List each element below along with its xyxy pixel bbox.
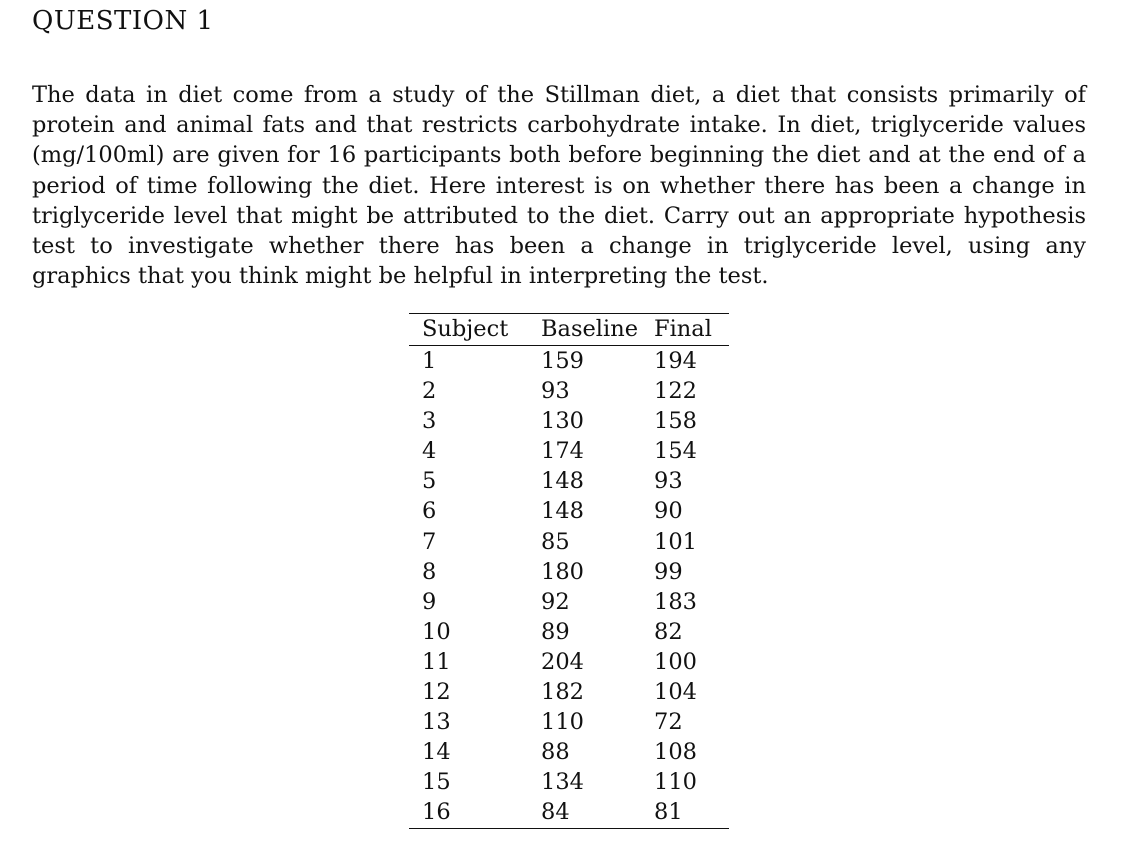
cell-baseline: 182: [541, 679, 584, 706]
cell-final: 104: [654, 679, 697, 706]
cell-baseline: 93: [541, 378, 570, 405]
cell-subject: 13: [422, 709, 451, 736]
cell-baseline: 92: [541, 588, 570, 615]
cell-final: 101: [654, 528, 697, 555]
table-row: [409, 587, 729, 617]
table-header-row: [409, 314, 729, 346]
cell-subject: 8: [422, 558, 437, 585]
cell-baseline: 148: [541, 498, 584, 525]
cell-final: 183: [654, 588, 697, 615]
cell-subject: 3: [422, 408, 437, 435]
table-row: [409, 797, 729, 828]
cell-baseline: 159: [541, 348, 584, 374]
table-row: [409, 436, 729, 466]
cell-subject: 14: [422, 739, 451, 766]
cell-final: 90: [654, 498, 683, 525]
header-baseline: Baseline: [541, 314, 654, 346]
cell-baseline: 180: [541, 558, 584, 585]
cell-final: 100: [654, 648, 697, 675]
table-row: [409, 527, 729, 557]
table-row: [409, 677, 729, 707]
table-row: [409, 406, 729, 436]
header-final: Final: [654, 314, 729, 346]
cell-baseline: 84: [541, 799, 570, 826]
table-row: [409, 647, 729, 677]
cell-baseline: 130: [541, 408, 584, 435]
cell-subject: 10: [422, 618, 451, 645]
cell-baseline: 148: [541, 468, 584, 495]
header-subject: Subject: [409, 314, 541, 346]
cell-baseline: 174: [541, 438, 584, 465]
cell-subject: 2: [422, 378, 437, 405]
table-row: [409, 737, 729, 767]
cell-final: 122: [654, 378, 697, 405]
cell-final: 108: [654, 739, 697, 766]
cell-final: 93: [654, 468, 683, 495]
cell-final: 72: [654, 709, 683, 736]
table-row: [409, 376, 729, 406]
question-text: The data in diet come from a study of the Stillman diet, a diet that consists primarily of protein and animal fats and that restricts carbohydrate intake. In diet, triglyceride values (mg/100ml) are given for 16 participants both before beginning the diet and at the end of a period of time following the diet. Here interest is on whether there has been a change in triglyceride level that might be attributed to the diet. Carry out an appropriate hypothesis test to investigate whether there has been a change in triglyceride level, using any graphics that you think might be helpful in interpreting the test.: [32, 82, 1086, 290]
cell-subject: 9: [422, 588, 437, 615]
cell-baseline: 204: [541, 648, 584, 675]
cell-final: 154: [654, 438, 697, 465]
cell-subject: 6: [422, 498, 437, 525]
table-row: [409, 346, 729, 377]
cell-final: 158: [654, 408, 697, 435]
cell-final: 194: [654, 348, 697, 374]
table-row: [409, 617, 729, 647]
data-table: [409, 313, 729, 829]
cell-subject: 11: [422, 648, 451, 675]
table-row: [409, 767, 729, 797]
cell-final: 110: [654, 769, 697, 796]
cell-baseline: 89: [541, 618, 570, 645]
table-row: [409, 707, 729, 737]
cell-baseline: 85: [541, 528, 570, 555]
cell-subject: 7: [422, 528, 437, 555]
cell-final: 82: [654, 618, 683, 645]
cell-subject: 4: [422, 438, 437, 465]
cell-subject: 12: [422, 679, 451, 706]
table-row: [409, 557, 729, 587]
table-row: [409, 466, 729, 496]
table-row: [409, 496, 729, 526]
cell-subject: 16: [422, 799, 451, 826]
cell-baseline: 88: [541, 739, 570, 766]
cell-baseline: 110: [541, 709, 584, 736]
cell-final: 81: [654, 799, 683, 826]
cell-final: 99: [654, 558, 683, 585]
table-body: [409, 346, 729, 829]
cell-baseline: 134: [541, 769, 584, 796]
question-heading: QUESTION 1: [32, 6, 214, 36]
cell-subject: 1: [422, 348, 437, 374]
cell-subject: 15: [422, 769, 451, 796]
cell-subject: 5: [422, 468, 437, 495]
